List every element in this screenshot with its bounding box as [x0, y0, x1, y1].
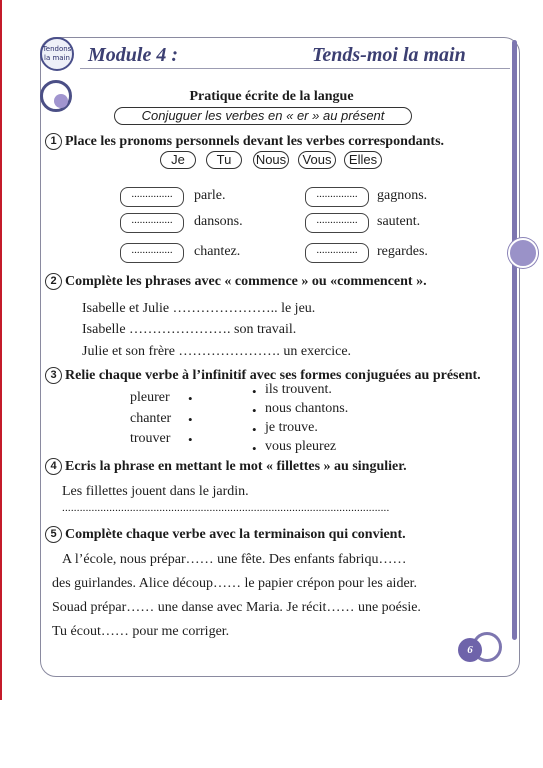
form-4: vous pleurez: [265, 439, 337, 454]
instruction-text: Complète chaque verbe avec la terminaison qui convient.: [65, 527, 406, 542]
connect-dot[interactable]: •: [188, 432, 193, 447]
ex5-line-4: Tu écout…… pour me corriger.: [52, 624, 230, 639]
form-1: ils trouvent.: [265, 382, 332, 397]
exercise-3-instruction: [45, 367, 481, 384]
exercise-number: 2: [45, 273, 62, 290]
blank-field[interactable]: ...............: [305, 243, 369, 263]
side-knob: [508, 238, 538, 268]
verb-right-1: gagnons.: [377, 188, 428, 203]
verb-left-3: chantez.: [194, 244, 241, 259]
infinitive-1: pleurer: [130, 390, 170, 405]
pronoun-vous[interactable]: Vous: [298, 151, 336, 169]
pronoun-nous[interactable]: Nous: [253, 151, 289, 169]
ex2-line-1: Isabelle et Julie ………………….. le jeu.: [82, 301, 316, 316]
pronoun-elles[interactable]: Elles: [344, 151, 382, 169]
instruction-text: Ecris la phrase en mettant le mot « fillettes » au singulier.: [65, 459, 407, 474]
ex4-sentence: Les fillettes jouent dans le jardin.: [62, 484, 249, 499]
instruction-text: Place les pronoms personnels devant les verbes correspondants.: [65, 134, 445, 149]
ex5-line-3: Souad prépar…… une danse avec Maria. Je récit…… une poésie.: [52, 600, 421, 615]
connect-dot[interactable]: •: [188, 412, 193, 427]
connect-dot[interactable]: •: [252, 422, 257, 437]
pronoun-tu[interactable]: Tu: [206, 151, 242, 169]
exercise-1-instruction: [45, 133, 444, 150]
connect-dot[interactable]: •: [252, 441, 257, 456]
module-subtitle: Tends-moi la main: [312, 44, 466, 66]
verb-right-3: regardes.: [377, 244, 428, 259]
infinitive-3: trouver: [130, 431, 171, 446]
connect-dot[interactable]: •: [252, 403, 257, 418]
side-bar: [512, 40, 517, 640]
blank-field[interactable]: ...............: [305, 213, 369, 233]
ex2-line-3: Julie et son frère …………………. un exercice.: [82, 344, 352, 359]
exercise-2-instruction: [45, 273, 427, 290]
blank-field[interactable]: ...............: [120, 243, 184, 263]
page-number: 6: [458, 638, 482, 662]
exercise-number: 5: [45, 526, 62, 543]
page-edge: [0, 0, 2, 700]
form-2: nous chantons.: [265, 401, 349, 416]
exercise-number: 3: [45, 367, 62, 384]
form-3: je trouve.: [265, 420, 318, 435]
connect-dot[interactable]: •: [188, 391, 193, 406]
instruction-text: Complète les phrases avec « commence » ou «commencent ».: [65, 274, 427, 289]
logo-text: Tendons la main: [42, 45, 72, 62]
instruction-text: Relie chaque verbe à l’infinitif avec ses formes conjuguées au présent.: [65, 368, 481, 383]
exercise-4-instruction: [45, 458, 407, 475]
section-title: Pratique écrite de la langue: [189, 89, 354, 104]
ex2-line-2: Isabelle …………………. son travail.: [82, 322, 297, 337]
ex5-line-1: A l’école, nous prépar…… une fête. Des enfants fabriqu……: [62, 552, 407, 567]
pronoun-je[interactable]: Je: [160, 151, 196, 169]
module-logo: [40, 37, 74, 71]
exercise-number: 1: [45, 133, 62, 150]
verb-left-2: dansons.: [194, 214, 243, 229]
module-title: Module 4 :: [88, 44, 178, 66]
exercise-number: 4: [45, 458, 62, 475]
verb-right-2: sautent.: [377, 214, 421, 229]
blank-field[interactable]: ...............: [305, 187, 369, 207]
exercise-5-instruction: [45, 526, 406, 543]
verb-left-1: parle.: [194, 188, 226, 203]
ex5-line-2: des guirlandes. Alice découp…… le papier crépon pour les aider.: [52, 576, 418, 591]
blank-field[interactable]: ...............: [120, 213, 184, 233]
infinitive-2: chanter: [130, 411, 172, 426]
ex4-answer-line[interactable]: ...............................................................................................................: [62, 502, 390, 514]
page-number-badge: [458, 638, 504, 668]
header-divider: [80, 68, 510, 69]
section-subtitle: Conjuguer les verbes en « er » au présent: [114, 107, 412, 125]
connect-dot[interactable]: •: [252, 384, 257, 399]
blank-field[interactable]: ...............: [120, 187, 184, 207]
